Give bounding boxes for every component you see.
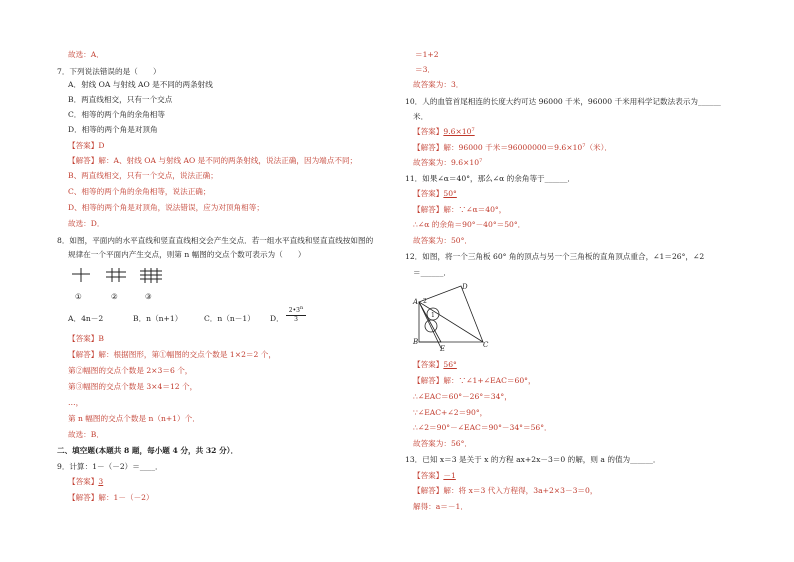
question-8: 8．如图，平面内的水平直线和竖直直线相交会产生交点．若一组水平直线和竖直直线按如图的 [57, 236, 374, 245]
answer-line [413, 127, 475, 137]
question-7: 7．下列说法错误的是（ ） [57, 67, 161, 76]
explanation-tag: 【解答】 [68, 493, 99, 502]
explanation-tag: 【解答】 [413, 143, 444, 152]
explanation-line [413, 158, 482, 168]
option-c: C．相等的两个角的余角相等 [68, 110, 165, 119]
explanation-text: ∴∠EAC＝60°－26°＝34°， [413, 392, 512, 401]
answer-line [68, 477, 103, 487]
right-line: ＝1+2 [415, 50, 439, 59]
answer-value [443, 127, 474, 136]
point-label-b: B [413, 338, 419, 346]
option-d: D．相等的两个角是对顶角 [68, 125, 158, 134]
section-heading: 二、填空题(本题共 8 题，每小题 4 分，共 32 分）． [57, 446, 239, 455]
option-b: B．两直线相交，只有一个交点 [68, 95, 173, 104]
answer-tag: 【答案】 [413, 360, 444, 369]
angle-label-2: 2 [423, 298, 427, 305]
explanation-text: 解：根据图形，第①幅图的交点个数是 1×2＝2 个， [98, 350, 276, 359]
angle-label-1: 1 [431, 312, 435, 319]
explanation-text: 解得：a＝－1． [413, 502, 468, 511]
answer-value: －1 [443, 471, 456, 480]
angle-1-arc [425, 320, 437, 332]
explanation-text: D、相等的两个角是对顶角，说法错误，应为对顶角相等； [68, 203, 264, 212]
explanation-tag: 【解答】 [413, 376, 444, 385]
explanation-text: 故答案为：9.6×10 [413, 158, 480, 167]
answer-base: 9.6×10 [443, 127, 472, 136]
explanation-text: ∴∠2＝90°－∠EAC＝90°－34°＝56°． [413, 423, 552, 432]
question-10: 10．人的血管首尾相连的长度大约可达 96000 千米，96000 千米用科学记数法表示为______ [405, 97, 721, 106]
answer-line [413, 360, 457, 370]
explanation-text: …， [68, 398, 84, 407]
explanation-line [68, 493, 154, 503]
explanation-text: ∵∠EAC+∠2＝90°， [413, 408, 488, 417]
explanation-line [413, 486, 597, 496]
fraction-denominator: 3 [294, 316, 298, 323]
exponent: n [299, 305, 304, 311]
explanation-text: ∴∠α 的余角＝90°－40°＝50°． [413, 220, 526, 229]
question-9: 9．计算：1－（－2）＝____． [57, 462, 163, 471]
answer-value: D [98, 141, 105, 150]
answer-tag: 【答案】 [413, 471, 444, 480]
explanation-text: 第 n 幅图的交点个数是 n（n+1）个． [68, 414, 200, 423]
answer-tag: 【答案】 [413, 189, 444, 198]
answer-tag: 【答案】 [413, 127, 444, 136]
right-line: ＝3． [415, 65, 436, 74]
answer-line [413, 189, 457, 199]
explanation-tag: 【解答】 [68, 156, 99, 165]
option-c: C．n（n－1） [204, 314, 255, 323]
explanation-text: 第②幅图的交点个数是 2×3＝6 个， [68, 366, 193, 375]
explanation-line [68, 156, 357, 166]
explanation-text: 解：A、射线 OA 与射线 AO 是不同的两条射线，说法正确，因为端点不同； [98, 156, 358, 165]
answer-tag: 【答案】 [68, 141, 99, 150]
explanation-text: 解：1－（－2） [98, 493, 154, 502]
explanation-text: 解：96000 千米＝96000000＝9.6×10 [443, 143, 583, 152]
answer-tag: 【答案】 [68, 334, 99, 343]
point-label-d: D [462, 283, 468, 291]
answer-tag: 【答案】 [68, 477, 99, 486]
figure-3 [140, 268, 162, 283]
point-label-a: A [413, 298, 419, 306]
figure-label-2: ② [111, 292, 118, 301]
explanation-text: B、两直线相交，只有一个交点，说法正确； [68, 171, 218, 180]
explanation-text: 故答案为：56°． [413, 439, 473, 448]
explanation-line [413, 376, 536, 386]
explanation-text: 解：∵∠α＝40°， [443, 205, 507, 214]
explanation-tag: 【解答】 [413, 205, 444, 214]
grid-figures [70, 268, 170, 308]
answer-value: B [98, 334, 104, 343]
answer-line [68, 141, 104, 151]
explanation-exponent: 7 [479, 158, 483, 164]
question-10-cont: 米． [413, 112, 429, 121]
explanation-tag: 【解答】 [68, 350, 99, 359]
figure-label-3: ③ [145, 292, 152, 301]
answer-value: 56° [443, 360, 457, 369]
answer-line [68, 334, 104, 344]
triangle-adc [419, 286, 483, 342]
left-line: 故选：A． [68, 50, 104, 59]
figure-label-1: ① [75, 292, 82, 301]
explanation-text: 故答案为：50°． [413, 236, 473, 245]
explanation-text: 故选：B． [68, 430, 104, 439]
question-8-cont: 规律在一个平面内产生交点，则第 n 幅图的交点个数可表示为（ ） [68, 250, 306, 259]
explanation-text: 故选：D． [68, 219, 105, 228]
explanation-text: 第③幅图的交点个数是 3×4＝12 个， [68, 382, 198, 391]
question-12-cont: ＝______． [413, 268, 451, 277]
answer-exponent: 7 [471, 127, 475, 133]
explanation-text-post: （米）． [585, 143, 613, 152]
explanation-text: 解：∵∠1+∠EAC＝60°， [443, 376, 536, 385]
question-13: 13．已知 x＝3 是关于 x 的方程 ax+2x－3＝0 的解，则 a 的值为______． [405, 455, 661, 464]
answer-value: 3 [98, 477, 104, 486]
explanation-line [68, 350, 276, 360]
numerator-text: 2•3 [288, 307, 300, 314]
fraction [286, 307, 306, 324]
point-label-e: E [440, 345, 446, 353]
answer-value: 50° [443, 189, 457, 198]
figure-1 [72, 268, 90, 282]
explanation-text: C、相等的两个角的余角相等，说法正确； [68, 187, 211, 196]
explanation-tag: 【解答】 [413, 486, 444, 495]
option-a: A．4n－2 [68, 314, 104, 323]
point-label-c: C [483, 341, 489, 349]
explanation-line [413, 143, 612, 153]
explanation-text: 解：将 x＝3 代入方程得，3a+2×3－3＝0， [443, 486, 598, 495]
option-a: A．射线 OA 与射线 AO 是不同的两条射线 [68, 80, 213, 89]
fraction-numerator [286, 307, 306, 316]
question-12: 12．如图，将一个三角板 60° 角的顶点与另一个三角板的直角顶点重合，∠1＝26°，∠2 [405, 252, 705, 261]
option-b: B．n（n+1） [133, 314, 183, 323]
explanation-exponent: 7 [582, 143, 586, 149]
question-11: 11．如果∠α＝40°，那么∠α 的余角等于______． [405, 174, 576, 183]
right-line: 故答案为：3． [413, 80, 464, 89]
figure-2 [106, 268, 126, 282]
explanation-line [413, 205, 506, 215]
option-d: D． [270, 314, 284, 323]
answer-line [413, 471, 456, 481]
